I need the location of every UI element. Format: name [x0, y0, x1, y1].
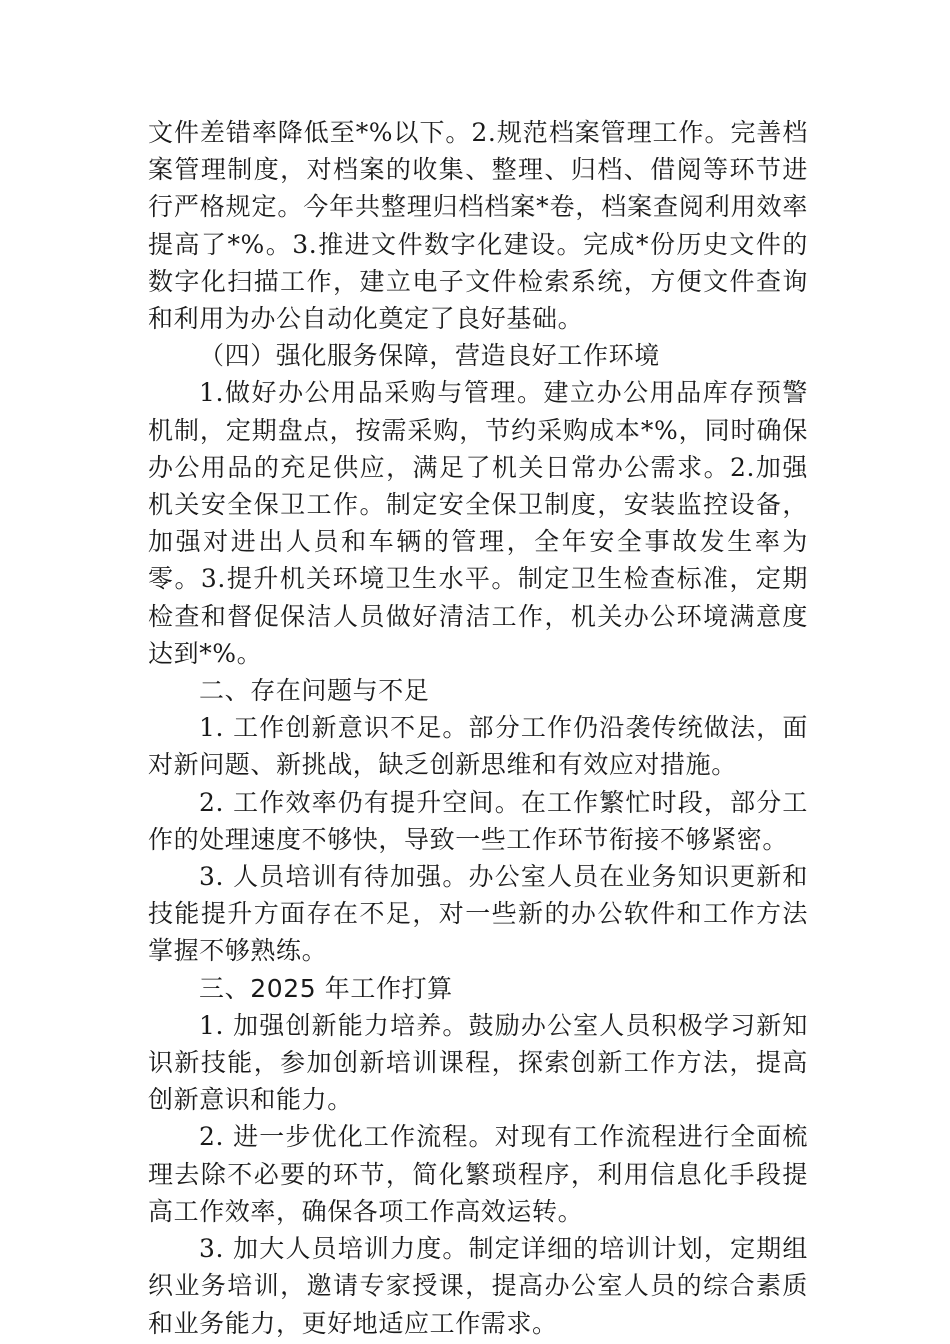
paragraph-plan-2: 2. 进一步优化工作流程。对现有工作流程进行全面梳理去除不必要的环节，简化繁琐程序，利用信息化手段提高工作效率，确保各项工作高效运转。	[148, 1122, 808, 1226]
paragraph-problem-2: 2. 工作效率仍有提升空间。在工作繁忙时段，部分工作的处理速度不够快，导致一些工作环节衔接不够紧密。	[148, 787, 808, 854]
paragraph-plan-3: 3. 加大人员培训力度。制定详细的培训计划，定期组织业务培训，邀请专家授课，提高办公室人员的综合素质和业务能力，更好地适应工作需求。	[148, 1234, 808, 1338]
heading-problems: 二、存在问题与不足	[199, 676, 430, 706]
paragraph-problem-3: 3. 人员培训有待加强。办公室人员在业务知识更新和技能提升方面存在不足，对一些新的办公软件和工作方法掌握不够熟练。	[148, 862, 808, 966]
document-body	[148, 114, 808, 1342]
paragraph-archive-work: 文件差错率降低至*%以下。2.规范档案管理工作。完善档案管理制度，对档案的收集、整理、归档、借阅等环节进行严格规定。今年共整理归档档案*卷，档案查阅利用效率提高了*%。3.推进文件数字化建设。完成*份历史文件的数字化扫描工作，建立电子文件检索系统，方便文件查询和利用为办公自动化奠定了良好基础。	[148, 118, 808, 334]
subheading-service-guarantee: （四）强化服务保障，营造良好工作环境	[199, 341, 660, 371]
paragraph-problem-1: 1. 工作创新意识不足。部分工作仍沿袭传统做法，面对新问题、新挑战，缺乏创新思维和有效应对措施。	[148, 713, 808, 780]
paragraph-service-guarantee: 1.做好办公用品采购与管理。建立办公用品库存预警机制，定期盘点，按需采购，节约采购成本*%，同时确保办公用品的充足供应，满足了机关日常办公需求。2.加强机关安全保卫工作。制定安全保卫制度，安装监控设备，加强对进出人员和车辆的管理，全年安全事故发生率为零。3.提升机关环境卫生水平。制定卫生检查标准，定期检查和督促保洁人员做好清洁工作，机关办公环境满意度达到*%。	[148, 378, 808, 668]
paragraph-plan-1: 1. 加强创新能力培养。鼓励办公室人员积极学习新知识新技能，参加创新培训课程，探索创新工作方法，提高创新意识和能力。	[148, 1010, 808, 1115]
heading-2025-plan: 三、2025 年工作打算	[199, 973, 453, 1003]
